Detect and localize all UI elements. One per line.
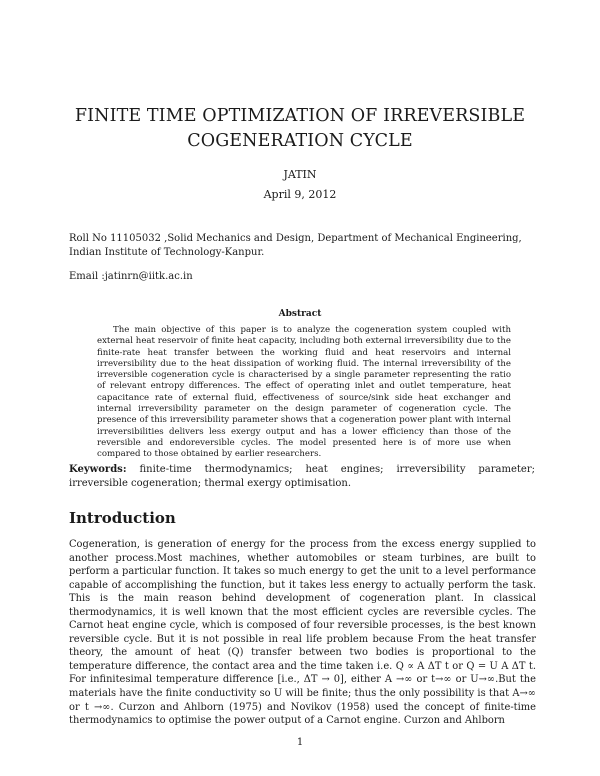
introduction-text: Cogeneration, is generation of energy for the process from the excess energy supplied to another process.Most machines, whether automobiles or steam turbines, are built to perform a particular function. It takes so much energy to get the unit to a level performance capable of accomplishing the function, but it takes less energy to actually perform the task. This is the main reason behind development of cogeneration plant. In classical thermodynamics, it is well known that the most efficient cycles are reversible cycles. The Carnot heat engine cycle, which is composed of four reversible processes, is the best known reversible cycle. But it is not possible in real life problem because From the heat transfer theory, the amount of heat (Q) transfer between two bodies is proportional to the temperature difference, the contact area and the time taken i.e. Q ∝ A ΔT t or Q = U A ΔT t. For infinitesimal temperature difference [i.e., ΔT → 0], either A →∞ or t→∞ or U→∞.But the materials have the finite conductivity so U will be finite; thus the only possibility is that A→∞ or t →∞. Curzon and Ahlborn (1975) and Novikov (1958) used the concept of finite-time thermodynamics to optimise the power output of a Carnot engine. Curzon and Ahlborn (69, 539, 536, 727)
publication-date: April 9, 2012 (263, 188, 337, 201)
page-number: 1 (296, 737, 304, 748)
keywords-label: Keywords: (69, 464, 127, 475)
author-name: JATIN (283, 168, 317, 181)
title-line-1: FINITE TIME OPTIMIZATION OF IRREVERSIBLE (74, 106, 526, 126)
abstract-heading: Abstract (278, 309, 322, 319)
abstract-text: The main objective of this paper is to analyze the cogeneration system coupled with external heat reservoir of finite heat capacity, including both external irreversibility due to the finite-rate heat transfer between the working fluid and heat reservoirs and internal irreversibility due to the heat dissipation of working fluid. The internal irreversibility of the irreversible cogeneration cycle is characterised by a single parameter representing the ratio of relevant entropy differences. The effect of operating inlet and outlet temperature, heat capacitance rate of external fluid, effectiveness of source/sink side heat exchanger and internal irreversibility parameter on the design parameter of cogeneration cycle. The presence of this irreversibility parameter shows that a cogeneration power plant with internal irreversibilities delivers less exergy output and has a lower efficiency than those of the reversible and endoreversible cycles. The model presented here is of more use when compared to those obtained by earlier researchers. (97, 325, 511, 460)
keywords (69, 463, 535, 490)
title-line-2: COGENERATION CYCLE (187, 131, 413, 151)
email-address: Email :jatinrn@iitk.ac.in (69, 271, 193, 282)
affiliation: Roll No 11105032 ,Solid Mechanics and Design, Department of Mechanical Engineering, Indian Institute of Technology-Kanpur. (69, 233, 522, 258)
introduction-heading: Introduction (69, 509, 176, 527)
paper-title (60, 104, 540, 154)
keywords-text: finite-time thermodynamics; heat engines; irreversibility parameter; irreversible cogeneration; thermal exergy optimisation. (69, 464, 535, 489)
